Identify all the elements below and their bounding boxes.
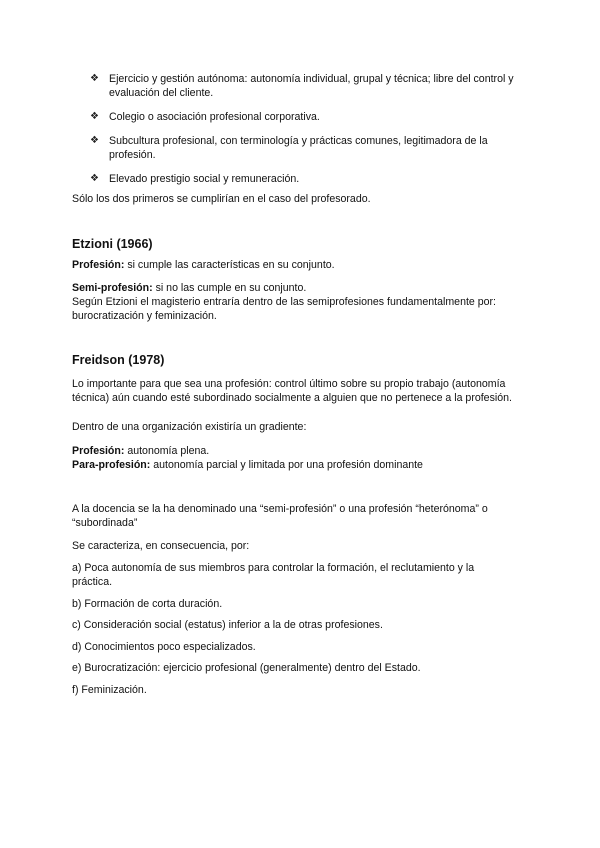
- list-item: [90, 134, 530, 162]
- definition-text: autonomía parcial y limitada por una profesión dominante: [150, 459, 423, 471]
- list-item: [90, 172, 530, 186]
- definition-term: Semi-profesión:: [72, 282, 153, 294]
- docencia-intro: A la docencia se la ha denominado una “semi-profesión” o una profesión “heterónoma” o “subordinada”: [72, 503, 488, 529]
- diamond-bullet-icon: ❖: [90, 135, 99, 146]
- list-item-text: Ejercicio y gestión autónoma: autonomía individual, grupal y técnica; libre del control y evaluación del cliente.: [109, 73, 514, 99]
- list-item: [90, 72, 530, 100]
- etzioni-semi-definition: [72, 281, 532, 295]
- diamond-bullet-icon: ❖: [90, 173, 99, 184]
- list-item-text: Subcultura profesional, con terminología y prácticas comunes, legitimadora de la profesión.: [109, 135, 488, 161]
- diamond-bullet-icon: ❖: [90, 73, 99, 84]
- freidson-gradient: Dentro de una organización existiría un gradiente:: [72, 421, 307, 433]
- docencia-item: c) Consideración social (estatus) inferior a la de otras profesiones.: [72, 619, 383, 631]
- characteristics-list: [90, 72, 530, 196]
- definition-text: autonomía plena.: [124, 445, 210, 457]
- docencia-item: f) Feminización.: [72, 684, 147, 696]
- definition-term: Profesión:: [72, 445, 125, 457]
- list-item-text: Elevado prestigio social y remuneración.: [109, 173, 300, 185]
- etzioni-heading: Etzioni (1966): [72, 237, 153, 251]
- docencia-item: b) Formación de corta duración.: [72, 598, 223, 610]
- docencia-item: d) Conocimientos poco especializados.: [72, 641, 256, 653]
- definition-term: Para-profesión:: [72, 459, 151, 471]
- freidson-heading: Freidson (1978): [72, 353, 165, 367]
- list-item-text: Colegio o asociación profesional corporativa.: [109, 111, 320, 123]
- definition-term: Profesión:: [72, 259, 125, 271]
- diamond-bullet-icon: ❖: [90, 111, 99, 122]
- definition-text: si no las cumple en su conjunto.: [152, 282, 307, 294]
- list-item: [90, 110, 530, 124]
- docencia-lead: Se caracteriza, en consecuencia, por:: [72, 540, 250, 552]
- etzioni-profesion-definition: [72, 258, 532, 272]
- bullets-note: Sólo los dos primeros se cumplirían en el caso del profesorado.: [72, 193, 371, 205]
- freidson-para-definition: [72, 458, 532, 472]
- etzioni-note: Según Etzioni el magisterio entraría dentro de las semiprofesiones fundamentalmente por: burocratización y feminización.: [72, 296, 496, 322]
- docencia-item: e) Burocratización: ejercicio profesional (generalmente) dentro del Estado.: [72, 662, 421, 674]
- definition-text: si cumple las características en su conjunto.: [124, 259, 335, 271]
- freidson-profesion-definition: [72, 444, 532, 458]
- freidson-intro: Lo importante para que sea una profesión: control último sobre su propio trabajo (autonomía técnica) aún cuando esté subordinado socialmente a alguien que no pertenece a la profesión.: [72, 378, 512, 404]
- docencia-item: a) Poca autonomía de sus miembros para controlar la formación, el reclutamiento y la práctica.: [72, 562, 475, 588]
